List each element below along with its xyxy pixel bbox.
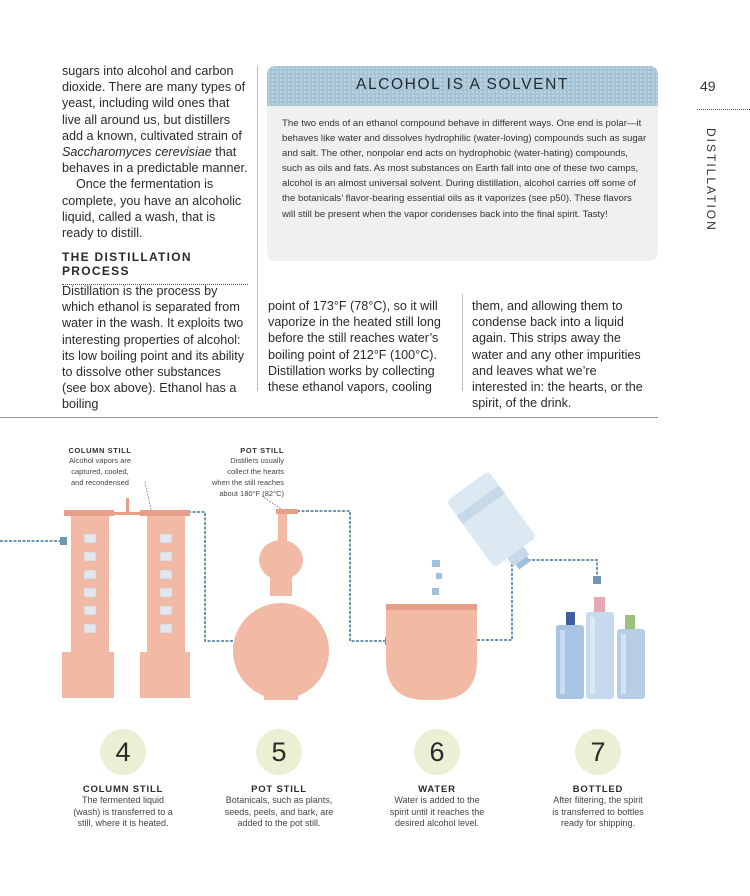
pot-still-annotation-title: POT STILL xyxy=(240,446,284,455)
pot-still-annotation-line: collect the hearts xyxy=(227,467,284,476)
step-description-line: added to the pot still. xyxy=(237,818,321,828)
intro-paragraph-1: sugars into alcohol and carbon dioxide. There are many types of yeast, including wild ones that live all around us, but distillers add a known, cultivated strain of Saccharomyces cerevisiae that behaves in a predictable manner. xyxy=(62,64,248,176)
distillation-illustration xyxy=(0,418,700,718)
step-6 xyxy=(376,729,498,830)
step-4 xyxy=(62,729,184,830)
step-description-line: still, where it is heated. xyxy=(77,818,169,828)
water-bottle-icon xyxy=(446,471,546,581)
solvent-box-header xyxy=(267,66,658,106)
column-still-icon xyxy=(62,498,190,698)
step-description-line: spirit until it reaches the xyxy=(389,806,485,817)
section-heading: THE DISTILLATION PROCESS xyxy=(62,250,248,285)
step-title: WATER xyxy=(418,784,456,795)
solvent-box-title: ALCOHOL IS A SOLVENT xyxy=(356,76,569,93)
solvent-box xyxy=(267,66,658,261)
water-drops xyxy=(432,560,442,595)
column-divider-1 xyxy=(257,66,258,391)
column-still-annotation-line: Alcohol vapors are xyxy=(68,456,132,465)
step-description-line: ready for shipping. xyxy=(560,818,636,828)
step-title: BOTTLED xyxy=(572,784,624,795)
water-bowl-icon xyxy=(386,604,477,700)
intro-text xyxy=(62,63,248,241)
step-title: POT STILL xyxy=(251,784,307,795)
step-title: COLUMN STILL xyxy=(82,784,164,795)
column-still-annotation-title: COLUMN STILL xyxy=(68,446,132,455)
pipe-arrow xyxy=(593,576,601,584)
column-still-annotation-line: and recondensed xyxy=(71,478,129,487)
step-description-line: desired alcohol level. xyxy=(394,818,480,828)
pipe-arrow xyxy=(60,537,67,545)
section-column-3: them, and allowing them to condense back into a liquid again. This strips away the water and any other impurities and leaves what we’re interested in: the hearts, or the spirit, of the drink. xyxy=(472,299,643,411)
section-column-1: Distillation is the process by which ethanol is separated from water in the wash. It exploits two interesting properties of alcohol: its low boiling point and its ability to dissolve other substances (see box above). Ethanol has a boiling xyxy=(62,284,245,412)
step-number-circle: 7 xyxy=(575,729,621,775)
page-number: 49 xyxy=(700,78,716,94)
step-number-circle: 5 xyxy=(256,729,302,775)
column-divider-2 xyxy=(462,294,463,391)
column-still-leader xyxy=(145,482,152,514)
step-description-line: (wash) is transferred to a xyxy=(73,806,173,817)
intro-paragraph-2: Once the fermentation is complete, you have an alcoholic liquid, called a wash, that is ready to distill. xyxy=(62,177,242,241)
step-5 xyxy=(218,729,340,830)
step-description-line: The fermented liquid xyxy=(81,795,165,805)
step-description-line: seeds, peels, and bark, are xyxy=(224,806,334,817)
step-number-circle: 6 xyxy=(414,729,460,775)
pot-still-icon xyxy=(233,509,329,700)
solvent-box-text: The two ends of an ethanol compound behave in different ways. One end is polar—it behaves like water and dissolves hydrophilic (water-loving) compounds such as sugar and salt. The other, nonpolar end acts on hydrophobic (water-hating) compounds, such as oils and fats. As most substances on Earth fall into one of these two camps, alcohol is an almost universal solvent. During distillation, alcohol carries off some of the botanicals’ flavor-bearing essential oils as it vaporizes (see p50). These flavors will still be present when the vapor condenses back into the final spirit. Tasty! xyxy=(282,118,647,220)
pot-still-annotation-line: when the still reaches xyxy=(211,478,284,487)
pot-still-annotation-line: about 180°F (82°C) xyxy=(219,489,284,498)
pipe-column-to-pot xyxy=(188,512,240,641)
chapter-label: DISTILLATION xyxy=(704,128,718,232)
step-number-circle: 4 xyxy=(100,729,146,775)
step-description-line: Water is added to the xyxy=(394,795,480,805)
column-still-annotation-line: captured, cooled, xyxy=(71,467,129,476)
step-description-line: Botanicals, such as plants, xyxy=(225,795,333,805)
step-description-line: After filtering, the spirit xyxy=(553,795,643,805)
bottles-icon xyxy=(556,597,645,699)
step-7 xyxy=(536,729,660,830)
pot-still-leader xyxy=(262,496,281,509)
side-divider xyxy=(697,109,750,110)
step-description-line: is transferred to bottles xyxy=(552,806,644,817)
section-column-2: point of 173°F (78°C), so it will vaporize in the heated still long before the still reaches water’s boiling point of 212°F (100°C). Distillation works by collecting these ethanol vapors, cooling xyxy=(268,299,441,395)
pot-still-annotation-line: Distillers usually xyxy=(230,456,284,465)
